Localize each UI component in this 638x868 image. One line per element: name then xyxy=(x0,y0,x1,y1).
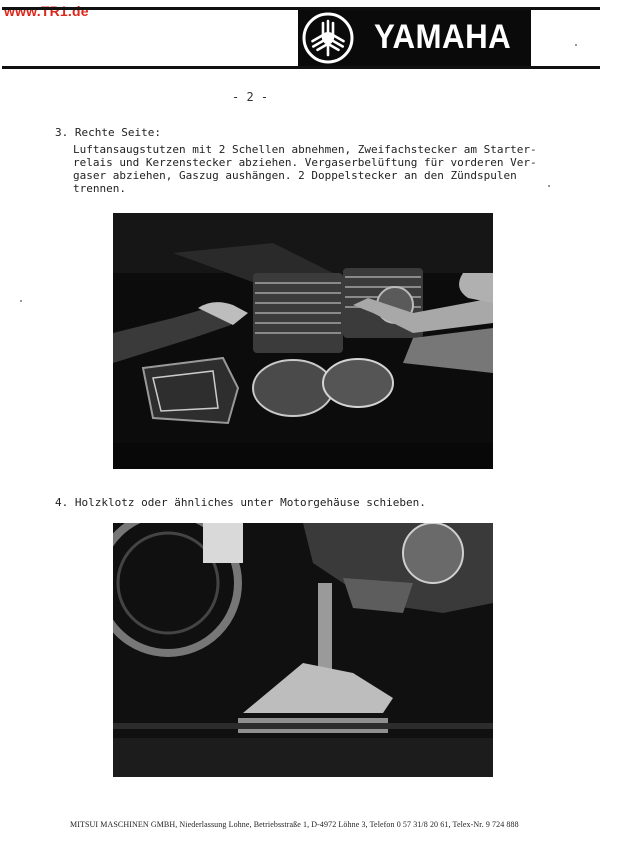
page-number: - 2 - xyxy=(232,90,269,104)
wood-block-under-crankcase-photo xyxy=(113,523,493,777)
paper-speck xyxy=(20,300,22,302)
brand-wordmark: YAMAHA xyxy=(374,18,512,56)
yamaha-logo xyxy=(298,10,531,66)
section-3-body: Luftansaugstutzen mit 2 Schellen abnehmen, Zweifachstecker am Starter- relais und Kerzenstecker abziehen. Vergaserbelüftung für vorderen Ver- gaser abziehen, Gaszug aushängen. 2 Doppelstecker an den Zündspulen trennen. xyxy=(73,143,537,195)
wood-block-illustration xyxy=(113,523,493,777)
paper-speck xyxy=(575,44,577,46)
paper-speck xyxy=(548,185,550,187)
engine-right-side-illustration xyxy=(113,213,493,469)
tuning-fork-emblem-icon xyxy=(301,11,355,65)
section-4-heading: 4. Holzklotz oder ähnliches unter Motorgehäuse schieben. xyxy=(55,496,426,509)
engine-right-side-photo xyxy=(113,213,493,469)
letterhead-band xyxy=(2,7,600,69)
section-3-heading: 3. Rechte Seite: xyxy=(55,126,161,139)
footer-company-address: MITSUI MASCHINEN GMBH, Niederlassung Lohne, Betriebsstraße 1, D-4972 Löhne 3, Telefon 0 57 31/8 20 61, Telex-Nr. 9 724 888 xyxy=(70,820,519,829)
watermark: www.TR1.de xyxy=(4,3,89,19)
